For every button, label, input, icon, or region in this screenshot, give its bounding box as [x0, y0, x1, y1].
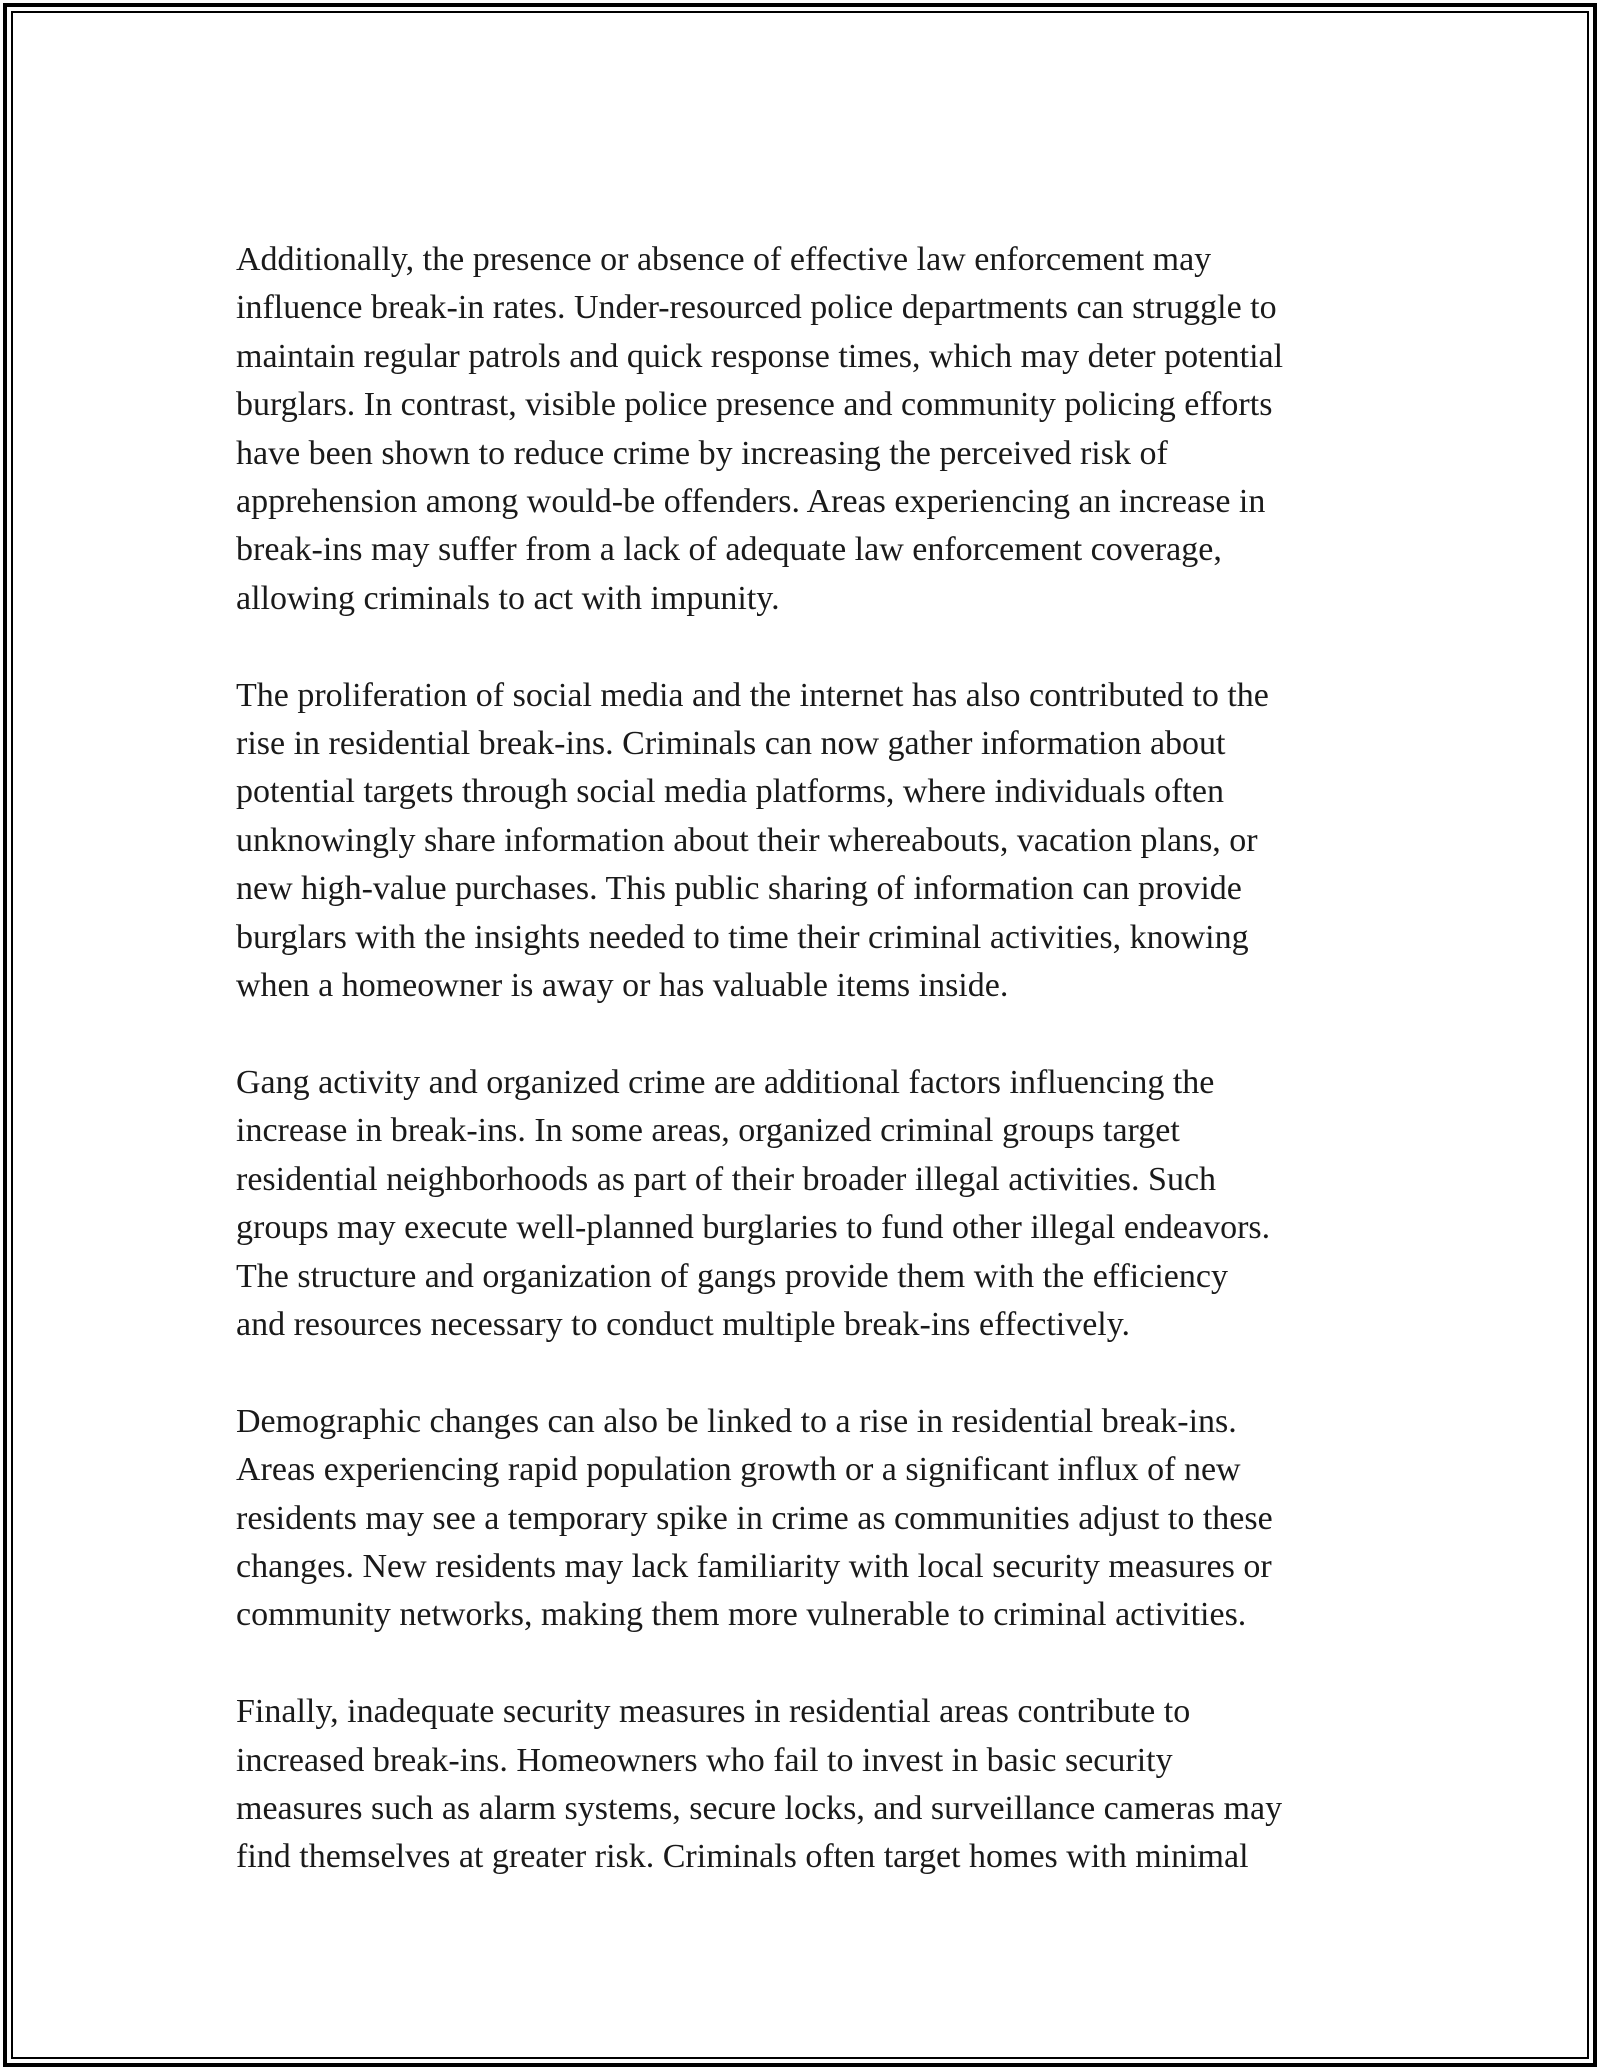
text-line: Demographic changes can also be linked to a rise in residential break-ins.	[236, 1402, 1237, 1440]
text-line: changes. New residents may lack familiarity with local security measures or	[236, 1547, 1272, 1585]
text-line: Finally, inadequate security measures in residential areas contribute to	[236, 1693, 1191, 1731]
document-body	[236, 236, 1386, 1882]
text-line: find themselves at greater risk. Criminals often target homes with minimal	[236, 1838, 1249, 1876]
paragraph-social-media	[236, 672, 1386, 1011]
text-line: residential neighborhoods as part of their broader illegal activities. Such	[236, 1160, 1217, 1198]
text-line: Areas experiencing rapid population growth or a significant influx of new	[236, 1451, 1241, 1489]
text-line: apprehension among would-be offenders. Areas experiencing an increase in	[236, 483, 1266, 521]
text-line: residents may see a temporary spike in crime as communities adjust to these	[236, 1499, 1273, 1537]
text-line: Gang activity and organized crime are additional factors influencing the	[236, 1063, 1215, 1101]
text-line: community networks, making them more vulnerable to criminal activities.	[236, 1596, 1247, 1634]
text-line: increased break-ins. Homeowners who fail to invest in basic security	[236, 1741, 1173, 1779]
text-line: allowing criminals to act with impunity.	[236, 579, 780, 617]
text-line: when a homeowner is away or has valuable items inside.	[236, 967, 1009, 1005]
text-line: The structure and organization of gangs provide them with the efficiency	[236, 1257, 1228, 1295]
text-line: Additionally, the presence or absence of effective law enforcement may	[236, 241, 1212, 278]
paragraph-gang-activity	[236, 1059, 1386, 1349]
text-line: and resources necessary to conduct multiple break-ins effectively.	[236, 1305, 1131, 1343]
text-line: The proliferation of social media and the internet has also contributed to the	[236, 676, 1269, 714]
text-line: groups may execute well-planned burglaries to fund other illegal endeavors.	[236, 1209, 1271, 1247]
text-line: burglars. In contrast, visible police presence and community policing efforts	[236, 386, 1273, 424]
text-line: break-ins may suffer from a lack of adequate law enforcement coverage,	[236, 531, 1222, 569]
text-line: burglars with the insights needed to time their criminal activities, knowing	[236, 918, 1249, 956]
text-line: maintain regular patrols and quick response times, which may deter potential	[236, 337, 1284, 375]
text-line: potential targets through social media platforms, where individuals often	[236, 773, 1224, 811]
paragraph-demographic-changes	[236, 1398, 1386, 1640]
paragraph-security-measures	[236, 1688, 1386, 1882]
text-line: unknowingly share information about their whereabouts, vacation plans, or	[236, 821, 1258, 859]
paragraph-gap	[236, 1640, 1386, 1688]
paragraph-gap	[236, 623, 1386, 671]
paragraph-gap	[236, 1349, 1386, 1397]
text-line: influence break-in rates. Under-resourced police departments can struggle to	[236, 289, 1277, 327]
text-line: new high-value purchases. This public sharing of information can provide	[236, 870, 1242, 908]
text-line: measures such as alarm systems, secure locks, and surveillance cameras may	[236, 1789, 1283, 1827]
text-line: have been shown to reduce crime by increasing the perceived risk of	[236, 434, 1168, 472]
text-line: increase in break-ins. In some areas, organized criminal groups target	[236, 1112, 1180, 1150]
paragraph-gap	[236, 1010, 1386, 1058]
paragraph-law-enforcement	[236, 236, 1386, 623]
text-line: rise in residential break-ins. Criminals can now gather information about	[236, 725, 1226, 763]
